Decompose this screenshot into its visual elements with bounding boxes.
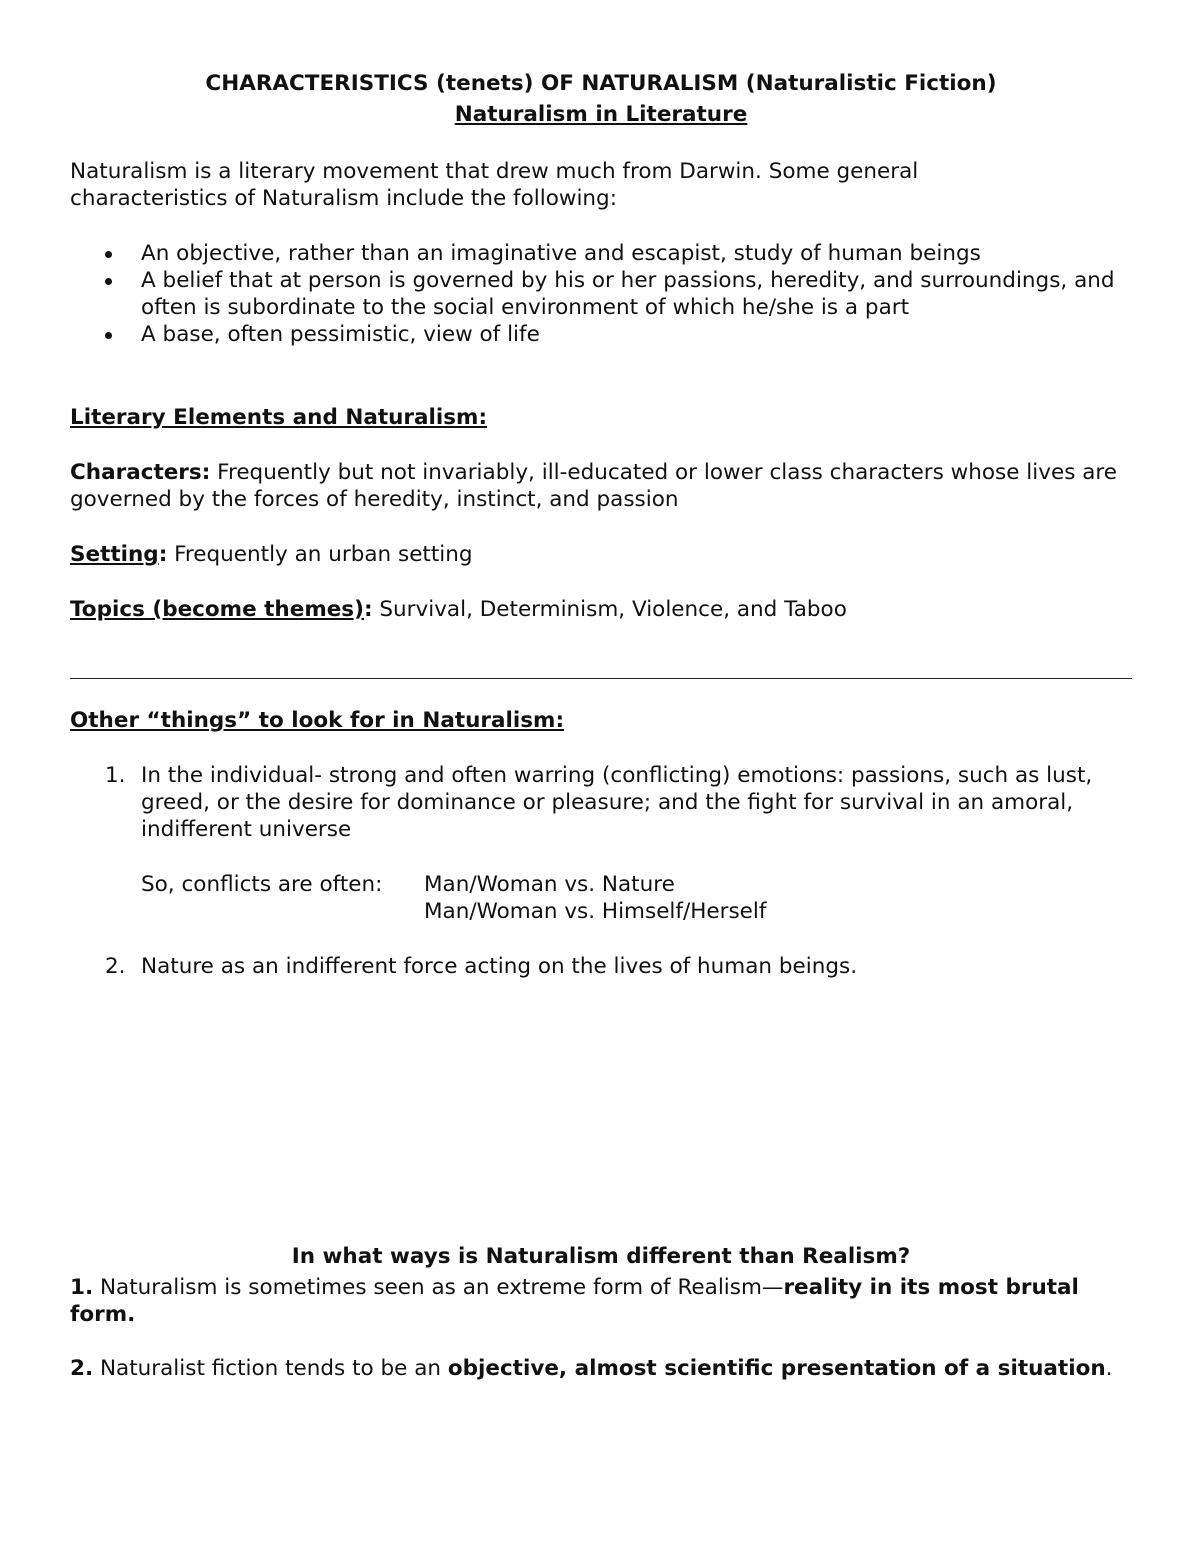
other-things-heading: Other “things” to look for in Naturalism: bbox=[70, 708, 565, 733]
list-item-text: Nature as an indifferent force acting on the lives of human beings. bbox=[141, 954, 858, 979]
characteristics-list bbox=[70, 240, 1132, 348]
document-subtitle: Naturalism in Literature bbox=[454, 102, 748, 127]
conflicts-label: So, conflicts are often: bbox=[141, 872, 383, 897]
difference-paragraph-1 bbox=[70, 1274, 1132, 1328]
conflicts-row bbox=[70, 871, 1132, 925]
differences-heading: In what ways is Naturalism different than Realism? bbox=[291, 1244, 911, 1269]
bullet-icon bbox=[105, 251, 112, 258]
difference-end-2: . bbox=[1105, 1356, 1113, 1381]
difference-number-1: 1. bbox=[70, 1275, 94, 1300]
list-item bbox=[70, 762, 1132, 843]
topics-text: Survival, Determinism, Violence, and Taboo bbox=[372, 597, 847, 622]
list-item bbox=[70, 953, 1132, 980]
characters-paragraph bbox=[70, 459, 1132, 513]
setting-text: Frequently an urban setting bbox=[167, 542, 473, 567]
conflicts-values bbox=[424, 871, 766, 925]
conflict-self: Man/Woman vs. Himself/Herself bbox=[424, 899, 767, 924]
other-things-list bbox=[70, 762, 1132, 843]
topics-label: Topics (become themes) bbox=[70, 597, 364, 622]
characters-label: Characters: bbox=[70, 460, 211, 485]
difference-bold-2: objective, almost scientific presentation of a situation bbox=[447, 1356, 1106, 1381]
list-number: 1. bbox=[105, 763, 126, 788]
list-item bbox=[70, 321, 1132, 348]
difference-paragraph-2 bbox=[70, 1355, 1132, 1382]
difference-text-1: Naturalism is sometimes seen as an extreme form of Realism— bbox=[93, 1275, 784, 1300]
setting-colon: : bbox=[158, 542, 168, 567]
document-title: CHARACTERISTICS (tenets) OF NATURALISM (Naturalistic Fiction) bbox=[205, 71, 997, 96]
characters-text: Frequently but not invariably, ill-educated or lower class characters whose lives are governed by the forces of heredity, instinct, and passion bbox=[70, 460, 1117, 512]
bullet-text: An objective, rather than an imaginative and escapist, study of human beings bbox=[141, 241, 981, 266]
setting-label: Setting bbox=[70, 542, 159, 567]
bullet-icon bbox=[105, 332, 112, 339]
intro-line-2: characteristics of Naturalism include the following: bbox=[70, 186, 617, 211]
bullet-text: A base, often pessimistic, view of life bbox=[141, 322, 540, 347]
conflict-nature: Man/Woman vs. Nature bbox=[424, 872, 675, 897]
topics-colon: : bbox=[363, 597, 373, 622]
list-item bbox=[70, 267, 1132, 321]
setting-paragraph bbox=[70, 541, 1132, 568]
document-page bbox=[70, 70, 1132, 1382]
list-item-text: In the individual- strong and often warring (conflicting) emotions: passions, such as lust, greed, or the desire for dominance or pleasure; and the fight for survival in an amoral, indifferent universe bbox=[141, 763, 1093, 842]
other-things-list-continued bbox=[70, 953, 1132, 980]
difference-number-2: 2. bbox=[70, 1356, 94, 1381]
topics-paragraph bbox=[70, 596, 1132, 623]
list-item bbox=[70, 240, 1132, 267]
intro-paragraph bbox=[70, 158, 1132, 212]
intro-line-1: Naturalism is a literary movement that drew much from Darwin. Some general bbox=[70, 159, 919, 184]
difference-text-2: Naturalist fiction tends to be an bbox=[93, 1356, 448, 1381]
bullet-text: A belief that at person is governed by his or her passions, heredity, and surroundings, and often is subordinate to the social environment of which he/she is a part bbox=[141, 268, 1115, 320]
literary-elements-heading: Literary Elements and Naturalism: bbox=[70, 405, 488, 430]
list-number: 2. bbox=[105, 954, 126, 979]
difference-bold-1: reality in its most brutal form. bbox=[70, 1275, 1079, 1327]
bullet-icon bbox=[105, 278, 112, 285]
